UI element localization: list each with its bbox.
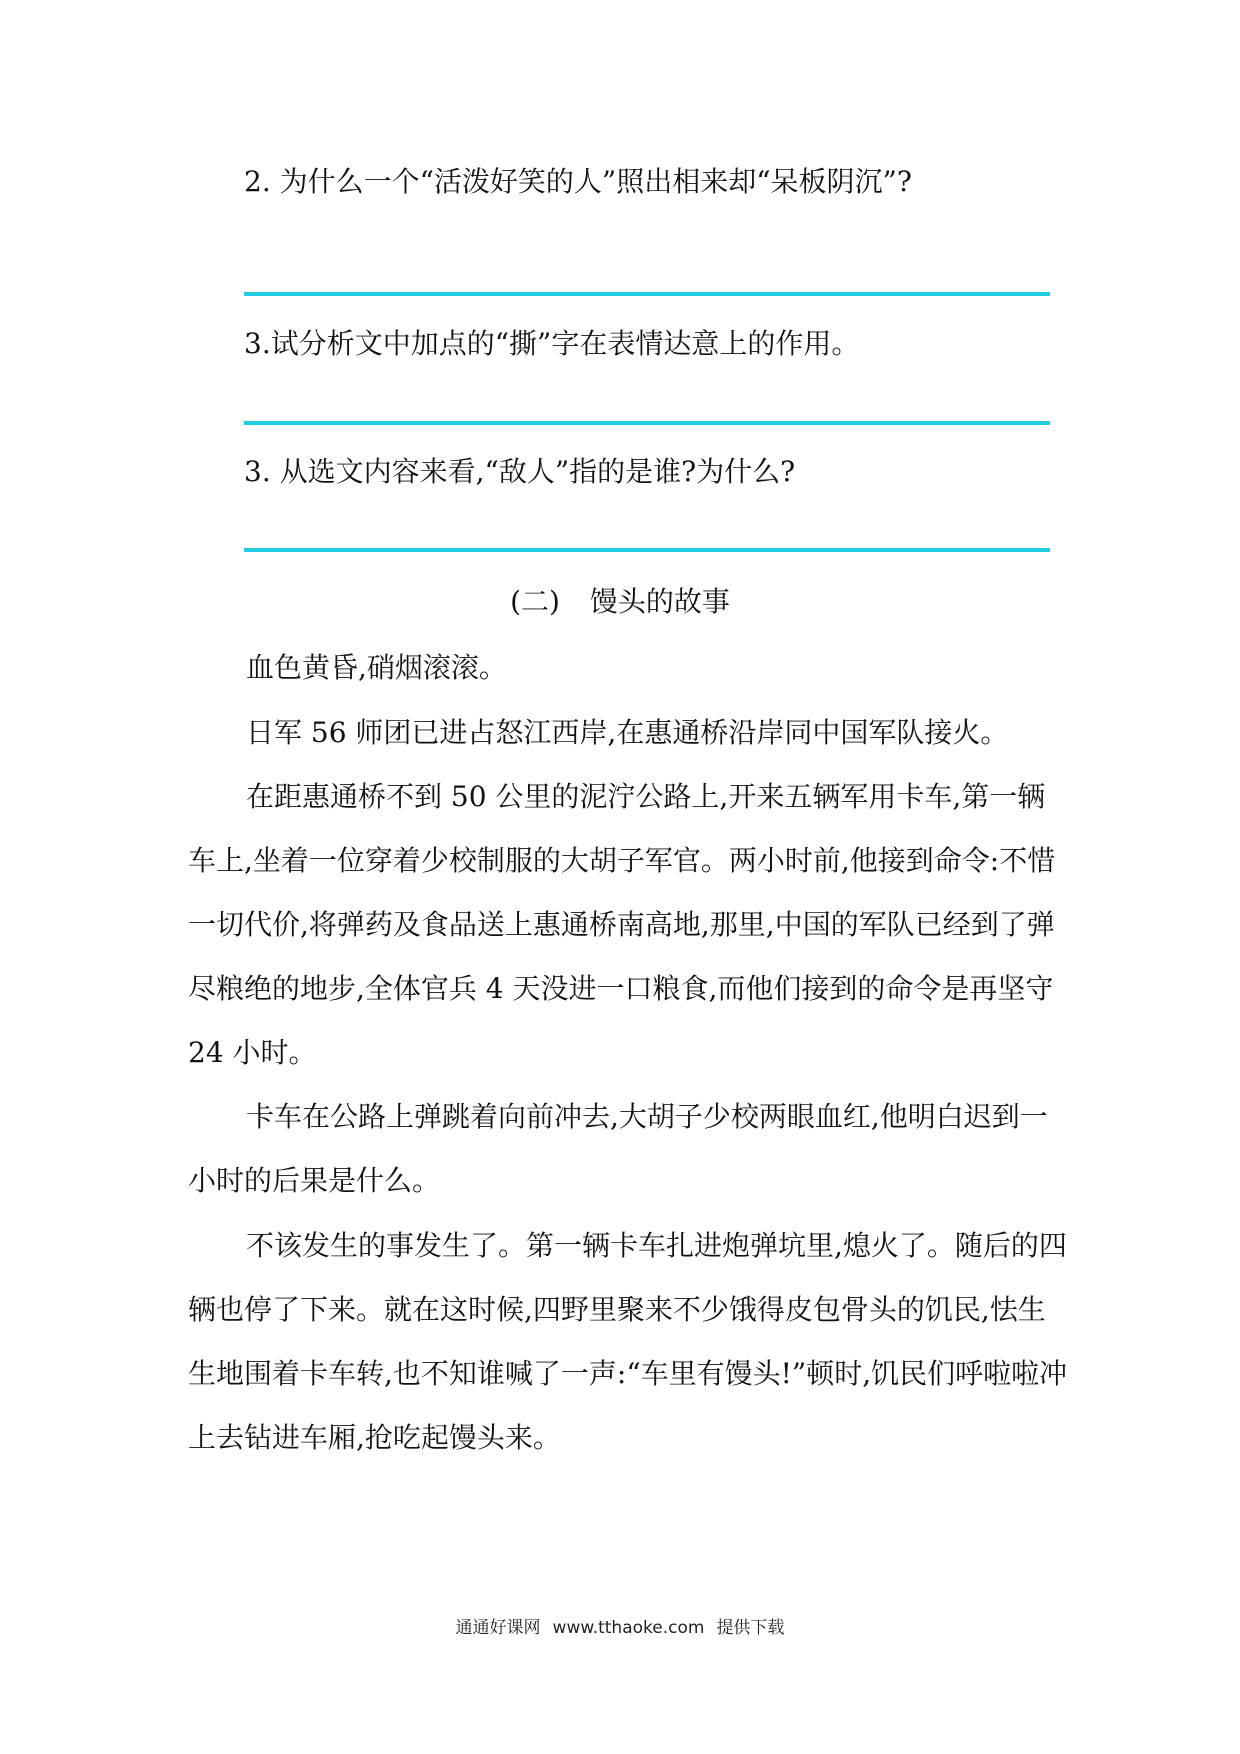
answer-line[interactable]	[244, 421, 1050, 425]
question-3a: 3.试分析文中加点的“撕”字在表情达意上的作用。	[244, 327, 860, 360]
footer-note: 提供下载	[716, 1618, 785, 1638]
paragraph: 在距惠通桥不到 50 公里的泥泞公路上,开来五辆军用卡车,第一辆车上,坐着一位穿着少校制服的大胡子军官。两小时前,他接到命令:不惜一切代价,将弹药及食品送上惠通桥南高地,那里,中国的军队已经到了弹尽粮绝的地步,全体官兵 4 天没进一口粮食,而他们接到的命令是再坚守 24 小时。	[188, 780, 1056, 1069]
paragraph: 日军 56 师团已进占怒江西岸,在惠通桥沿岸同中国军队接火。	[246, 716, 1009, 749]
paragraph: 卡车在公路上弹跳着向前冲去,大胡子少校两眼血红,他明白迟到一小时的后果是什么。	[188, 1100, 1048, 1197]
answer-line[interactable]	[244, 548, 1050, 552]
footer-site-name: 通通好课网	[455, 1618, 541, 1638]
paragraph: 血色黄昏,硝烟滚滚。	[246, 651, 507, 684]
section-title	[0, 582, 1240, 622]
answer-line[interactable]	[244, 292, 1050, 296]
question-2: 2. 为什么一个“活泼好笑的人”照出相来却“呆板阴沉”?	[244, 165, 912, 198]
paragraph: 不该发生的事发生了。第一辆卡车扎进炮弹坑里,熄火了。随后的四辆也停了下来。就在这时候,四野里聚来不少饿得皮包骨头的饥民,怯生生地围着卡车转,也不知谁喊了一声:“车里有馒头!”顿时,饥民们呼啦啦冲上去钻进车厢,抢吃起馒头来。	[188, 1229, 1068, 1454]
question-3b: 3. 从选文内容来看,“敌人”指的是谁?为什么?	[244, 455, 796, 488]
section-heading: 馒头的故事	[589, 585, 730, 618]
section-number: (二)	[510, 585, 560, 618]
footer-url[interactable]: www.tthaoke.com	[552, 1618, 705, 1638]
footer	[0, 1616, 1240, 1640]
